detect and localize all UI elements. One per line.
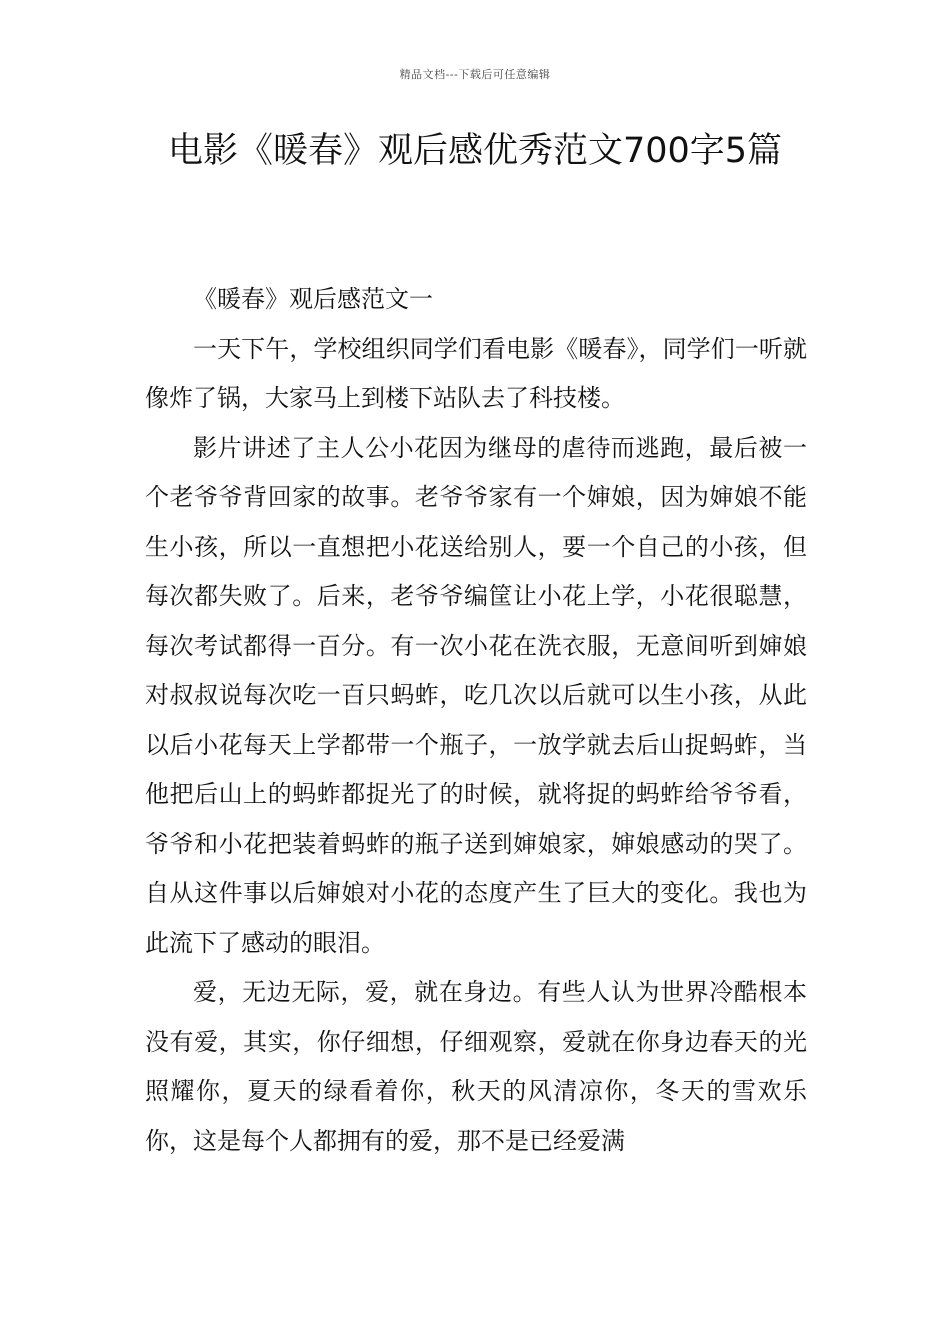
section-heading: 《暖春》观后感范文一: [193, 285, 433, 313]
document-title: 电影《暖春》观后感优秀范文700字5篇: [167, 131, 783, 171]
body-paragraph: 一天下午，学校组织同学们看电影《暖春》，同学们一听就像炸了锅，大家马上到楼下站队去了科技楼。: [145, 334, 807, 412]
body-paragraph: 影片讲述了主人公小花因为继母的虐待而逃跑，最后被一个老爷爷背回家的故事。老爷爷家有一个婶娘，因为婶娘不能生小孩，所以一直想把小花送给别人，要一个自己的小孩，但每次都失败了。后来，老爷爷编筐让小花上学，小花很聪慧，每次考试都得一百分。有一次小花在洗衣服，无意间听到婶娘对叔叔说每次吃一百只蚂蚱，吃几次以后就可以生小孩，从此以后小花每天上学都带一个瓶子，一放学就去后山捉蚂蚱，当他把后山上的蚂蚱都捉光了的时候，就将捉的蚂蚱给爷爷看，爷爷和小花把装着蚂蚱的瓶子送到婶娘家，婶娘感动的哭了。自从这件事以后婶娘对小花的态度产生了巨大的变化。我也为此流下了感动的眼泪。: [145, 433, 807, 957]
header-note: 精品文档---下载后可任意编辑: [399, 68, 551, 81]
document-body: [145, 275, 807, 1166]
body-paragraph: 爱，无边无际，爱，就在身边。有些人认为世界冷酷根本没有爱，其实，你仔细想，仔细观察，爱就在你身边春天的光照耀你，夏天的绿看着你，秋天的风清凉你，冬天的雪欢乐你，这是每个人都拥有的爱，那不是已经爱满: [145, 978, 807, 1155]
